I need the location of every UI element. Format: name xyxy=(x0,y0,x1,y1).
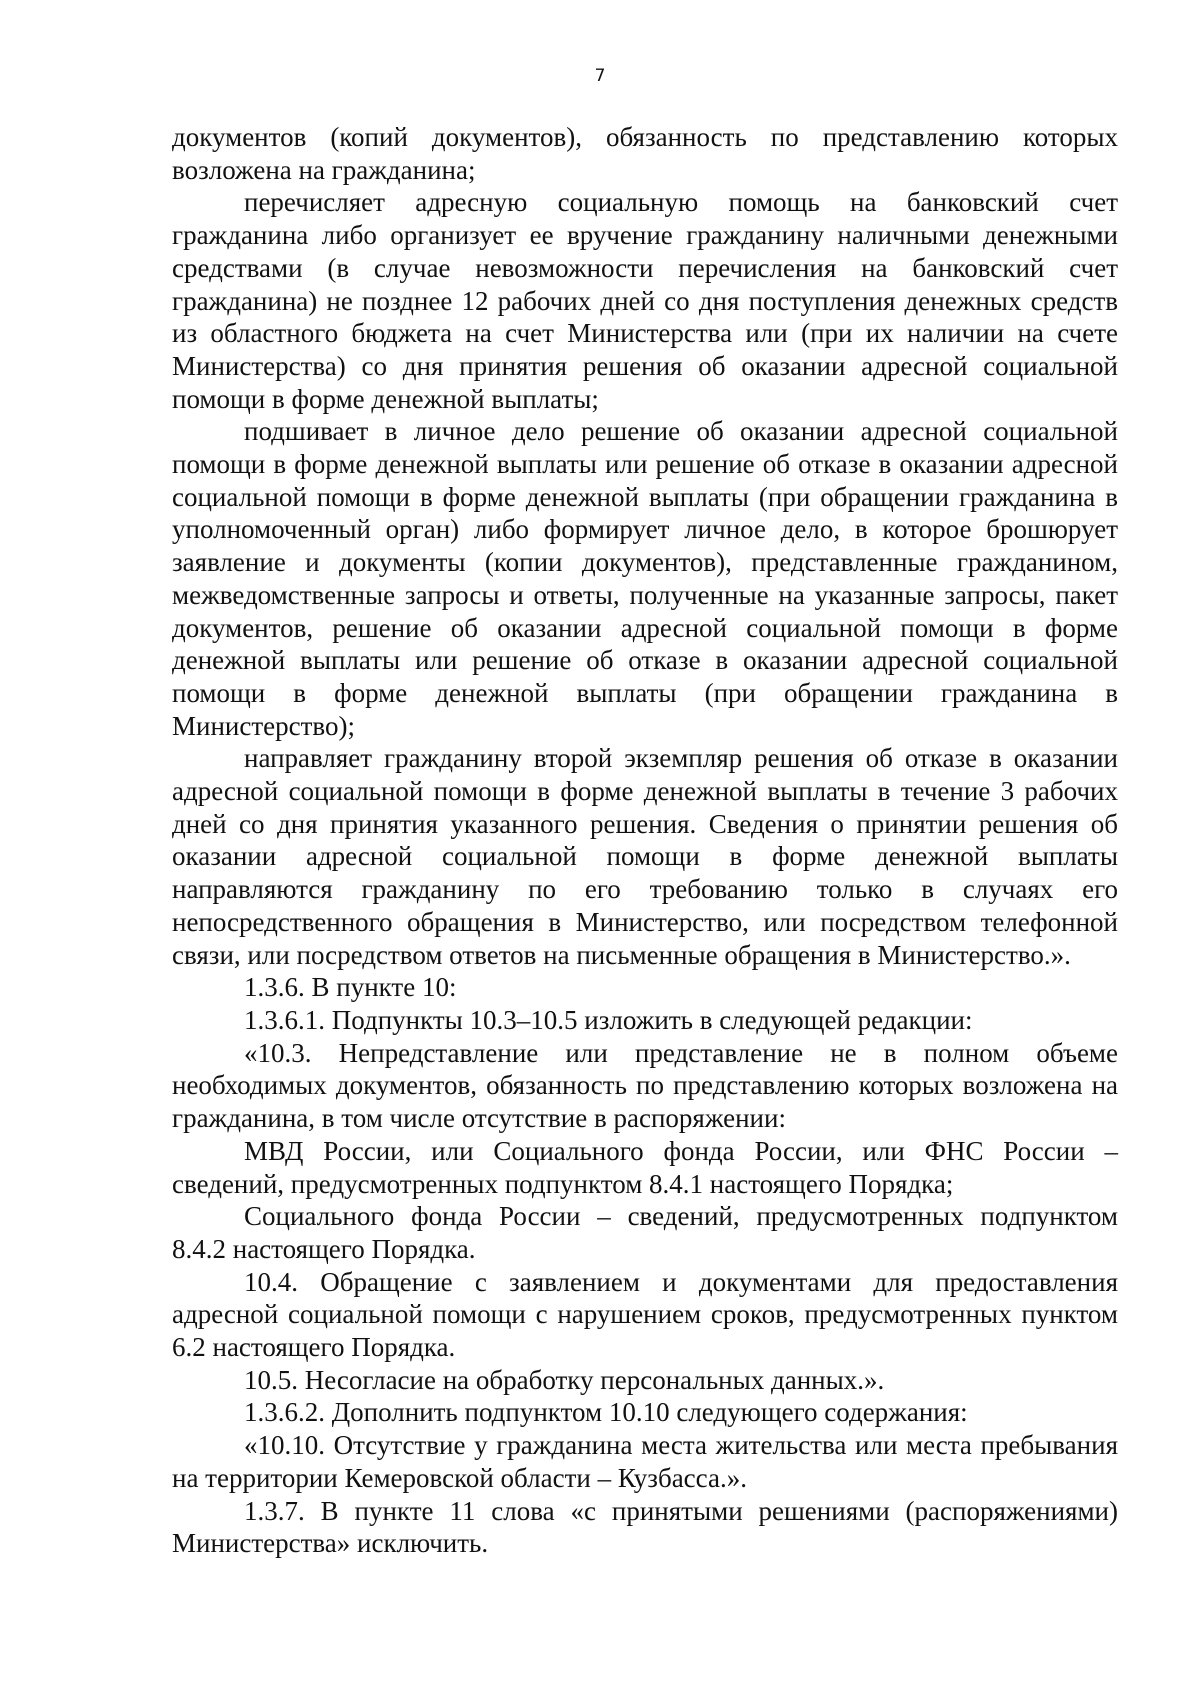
paragraph-payment-transfer: перечисляет адресную социальную помощь на банковский счет гражданина либо организует ее вручение гражданину наличными денежными средствами (в случае невозможности перечисления на банковский счет гражданина) не позднее 12 рабочих дней со дня поступления денежных средств из областного бюджета на счет Министерства или (при их наличии на счете Министерства) со дня принятия решения об оказании адресной социальной помощи в форме денежной выплаты; xyxy=(172,187,1118,414)
paragraph-clause-10-3: «10.3. Непредставление или представление не в полном объеме необходимых документов, обязанность по представлению которых возложена на гражданина, в том числе отсутствие в распоряжении: xyxy=(172,1037,1118,1134)
paragraph-personal-file: подшивает в личное дело решение об оказании адресной социальной помощи в форме денежной выплаты или решение об отказе в оказании адресной социальной помощи в форме денежной выплаты (при обращении гражданина в уполномоченный орган) либо формирует личное дело, в которое брошюрует заявление и документы (копии документов), представленные гражданином, межведомственные запросы и ответы, полученные на указанные запросы, пакет документов, решение об оказании адресной социальной помощи в форме денежной выплаты или решение об отказе в оказании адресной социальной помощи в форме денежной выплаты (при обращении гражданина в Министерство); xyxy=(172,416,1118,741)
document-body xyxy=(172,121,1118,1560)
paragraph-continuation: документов (копий документов), обязанность по представлению которых возложена на гражданина; xyxy=(172,122,1118,185)
paragraph-refusal-copy: направляет гражданину второй экземпляр решения об отказе в оказании адресной социальной помощи в форме денежной выплаты в течение 3 рабочих дней со дня принятия указанного решения. Сведения о принятии решения об оказании адресной социальной помощи в форме денежной выплаты направляются гражданину по его требованию только в случаях его непосредственного обращения в Министерство, или посредством телефонной связи, или посредством ответов на письменные обращения в Министерство.». xyxy=(172,743,1118,970)
paragraph-mvd-sfr-fns: МВД России, или Социального фонда России, или ФНС России – сведений, предусмотренных подпунктом 8.4.1 настоящего Порядка; xyxy=(172,1135,1118,1199)
paragraph-sfr: Социального фонда России – сведений, предусмотренных подпунктом 8.4.2 настоящего Порядка. xyxy=(172,1201,1118,1264)
paragraph-clause-1-3-6-1: 1.3.6.1. Подпункты 10.3–10.5 изложить в следующей редакции: xyxy=(244,1004,973,1035)
paragraph-clause-1-3-6-2: 1.3.6.2. Дополнить подпунктом 10.10 следующего содержания: xyxy=(244,1397,968,1428)
page-number: 7 xyxy=(594,66,606,86)
paragraph-clause-1-3-6: 1.3.6. В пункте 10: xyxy=(244,972,457,1003)
paragraph-clause-10-10: «10.10. Отсутствие у гражданина места жительства или места пребывания на территории Кемеровской области – Кузбасса.». xyxy=(172,1430,1118,1493)
paragraph-clause-1-3-7: 1.3.7. В пункте 11 слова «с принятыми решениями (распоряжениями) Министерства» исключить. xyxy=(172,1495,1118,1559)
paragraph-clause-10-4: 10.4. Обращение с заявлением и документами для предоставления адресной социальной помощи с нарушением сроков, предусмотренных пунктом 6.2 настоящего Порядка. xyxy=(172,1266,1118,1363)
paragraph-clause-10-5: 10.5. Несогласие на обработку персональных данных.». xyxy=(244,1364,885,1395)
